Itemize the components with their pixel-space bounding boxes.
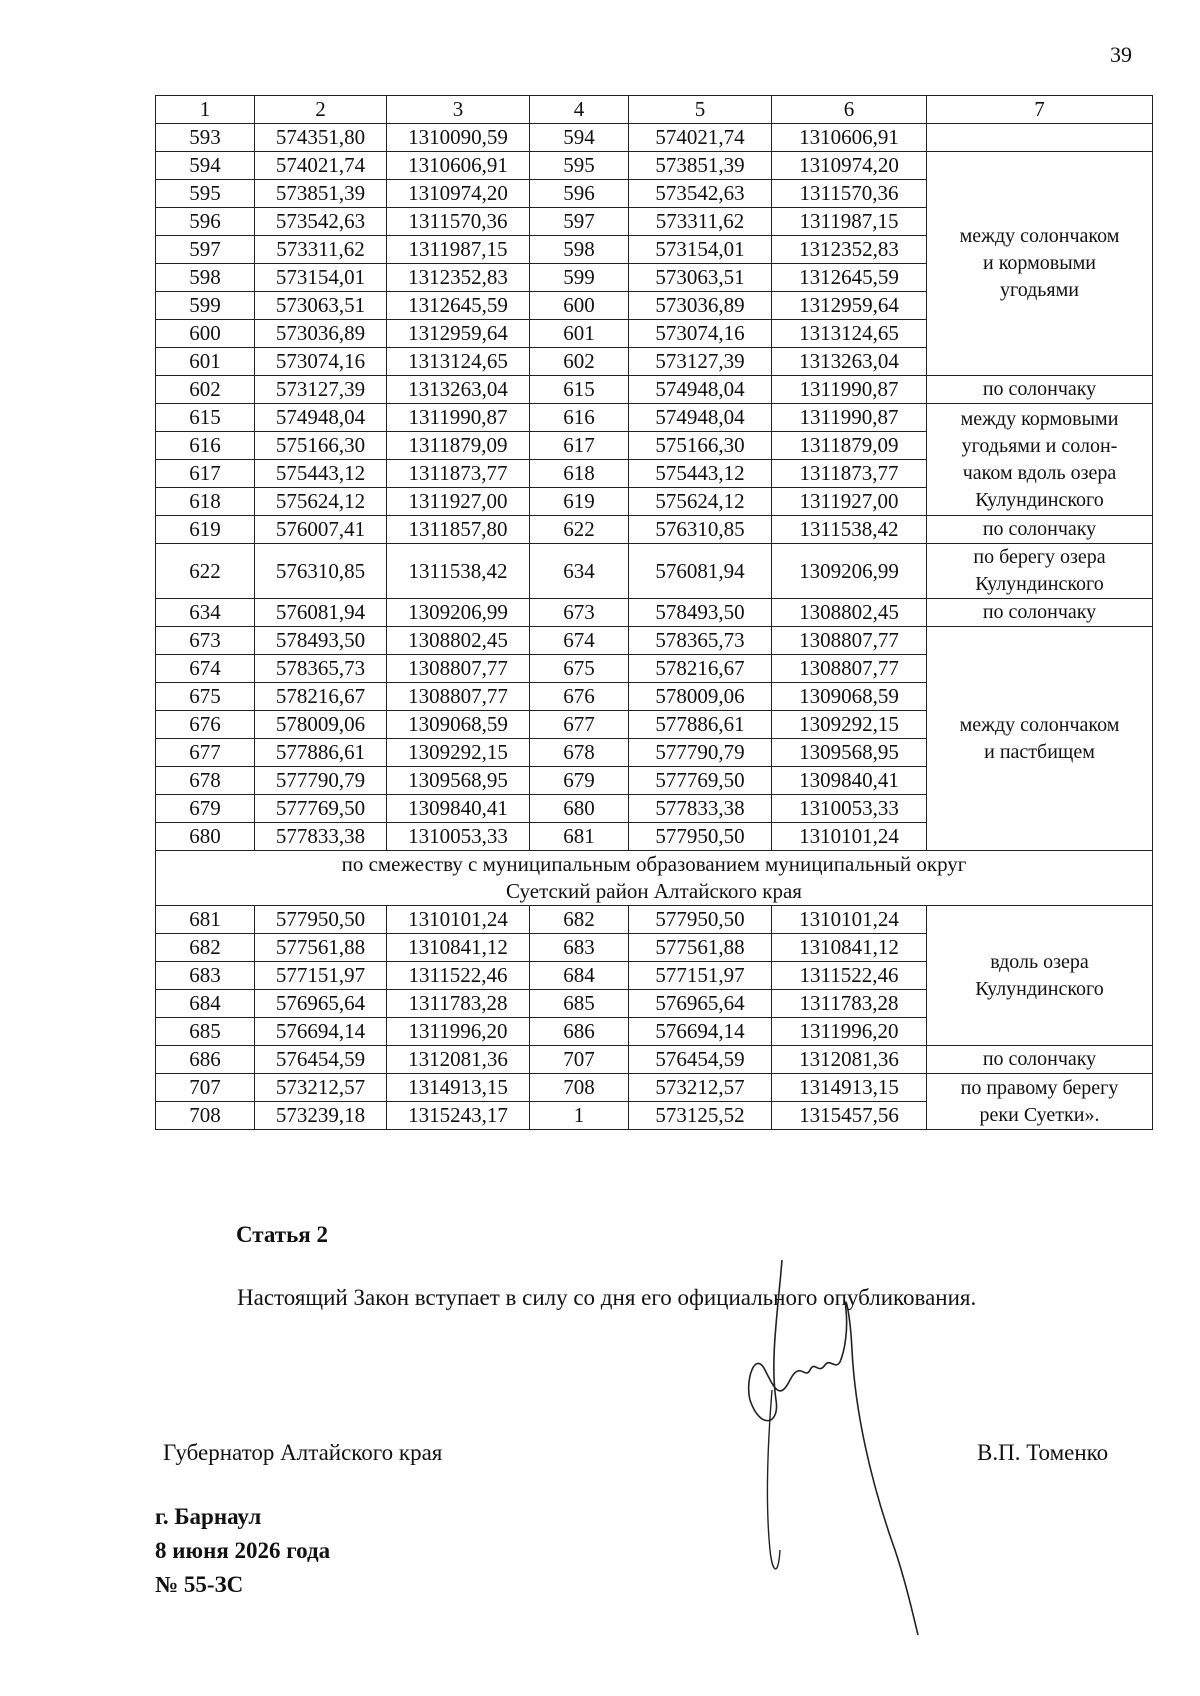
table-cell: 1311990,87 xyxy=(772,376,927,404)
boundary-description-line: угодьями и солон- xyxy=(961,434,1118,457)
table-cell: 573074,16 xyxy=(255,348,387,376)
table-cell: 574021,74 xyxy=(629,124,772,152)
table-cell: 1311873,77 xyxy=(387,460,530,488)
table-cell: 577950,50 xyxy=(629,823,772,851)
table-cell: 596 xyxy=(530,180,629,208)
table-cell: 707 xyxy=(156,1074,255,1102)
table-cell: 618 xyxy=(156,488,255,516)
table-cell: 576694,14 xyxy=(255,1018,387,1046)
table-cell: 1311857,80 xyxy=(387,516,530,544)
table-cell: 577561,88 xyxy=(629,934,772,962)
table-cell: 1309840,41 xyxy=(387,795,530,823)
table-cell: 1311522,46 xyxy=(772,962,927,990)
table-cell: 617 xyxy=(530,432,629,460)
boundary-description-line: вдоль озера xyxy=(990,950,1089,973)
table-cell: 576081,94 xyxy=(629,544,772,599)
table-cell: 1310841,12 xyxy=(387,934,530,962)
table-cell: 577950,50 xyxy=(255,906,387,934)
table-cell: 1313263,04 xyxy=(772,348,927,376)
city: г. Барнаул xyxy=(155,1504,262,1529)
table-cell: 573063,51 xyxy=(255,292,387,320)
column-header: 5 xyxy=(629,96,772,124)
table-cell: 622 xyxy=(530,516,629,544)
table-cell: 574948,04 xyxy=(255,404,387,432)
table-cell: 684 xyxy=(530,962,629,990)
table-cell: 678 xyxy=(530,739,629,767)
table-cell: 577151,97 xyxy=(255,962,387,990)
table-row xyxy=(156,599,1153,627)
table-row xyxy=(156,376,1153,404)
table-cell: 1311570,36 xyxy=(387,208,530,236)
table-cell: 1315457,56 xyxy=(772,1102,927,1130)
column-header: 7 xyxy=(927,96,1153,124)
column-header: 2 xyxy=(255,96,387,124)
table-cell: 577769,50 xyxy=(255,795,387,823)
table-cell: 578009,06 xyxy=(629,683,772,711)
table-cell: 599 xyxy=(156,292,255,320)
boundary-description xyxy=(927,404,1153,516)
table-cell: 597 xyxy=(530,208,629,236)
table-cell: 1311570,36 xyxy=(772,180,927,208)
boundary-description-line: Кулундинского xyxy=(975,977,1104,1000)
table-cell: 573212,57 xyxy=(255,1074,387,1102)
table-cell: 577886,61 xyxy=(629,711,772,739)
table-cell: 573311,62 xyxy=(629,208,772,236)
table-cell: 578365,73 xyxy=(629,627,772,655)
table-cell: 708 xyxy=(156,1102,255,1130)
table-cell: 1 xyxy=(530,1102,629,1130)
boundary-description-line: чаком вдоль озера xyxy=(962,461,1117,484)
table-cell: 682 xyxy=(530,906,629,934)
table-cell: 1310090,59 xyxy=(387,124,530,152)
table-cell: 1314913,15 xyxy=(772,1074,927,1102)
table-cell: 575443,12 xyxy=(629,460,772,488)
table-cell: 617 xyxy=(156,460,255,488)
table-cell: 576454,59 xyxy=(255,1046,387,1074)
table-cell: 573074,16 xyxy=(629,320,772,348)
table-cell: 575624,12 xyxy=(629,488,772,516)
table-cell: 1308807,77 xyxy=(387,655,530,683)
governor-position: Губернатор Алтайского края xyxy=(163,1440,443,1465)
table-cell: 1312081,36 xyxy=(772,1046,927,1074)
table-row xyxy=(156,1046,1153,1074)
boundary-description-line: и кормовыми xyxy=(983,252,1096,274)
table-cell: 577790,79 xyxy=(255,767,387,795)
table-cell: 601 xyxy=(530,320,629,348)
table-cell: 675 xyxy=(156,683,255,711)
table-cell: 1310841,12 xyxy=(772,934,927,962)
boundary-description xyxy=(927,516,1153,544)
boundary-description xyxy=(927,152,1153,376)
table-cell: 1309292,15 xyxy=(772,711,927,739)
table-row xyxy=(156,516,1153,544)
table-cell: 573154,01 xyxy=(255,264,387,292)
table-cell: 575166,30 xyxy=(255,432,387,460)
table-cell: 674 xyxy=(156,655,255,683)
table-cell: 1311927,00 xyxy=(772,488,927,516)
table-cell: 683 xyxy=(156,962,255,990)
boundary-note-line: по смежеству с муниципальным образованием муниципальный округ xyxy=(341,852,967,876)
table-cell: 1310101,24 xyxy=(387,906,530,934)
table-cell: 1308807,77 xyxy=(387,683,530,711)
table-cell: 576454,59 xyxy=(629,1046,772,1074)
table-row xyxy=(156,627,1153,655)
table-cell: 600 xyxy=(156,320,255,348)
table-cell: 573127,39 xyxy=(255,376,387,404)
table-cell: 1311783,28 xyxy=(387,990,530,1018)
article-title: Статья 2 xyxy=(236,1222,328,1247)
table-cell: 1311879,09 xyxy=(772,432,927,460)
table-cell: 681 xyxy=(530,823,629,851)
table-cell: 573212,57 xyxy=(629,1074,772,1102)
table-cell: 1308802,45 xyxy=(772,599,927,627)
table-cell: 574021,74 xyxy=(255,152,387,180)
table-cell: 599 xyxy=(530,264,629,292)
table-cell: 615 xyxy=(156,404,255,432)
table-row xyxy=(156,544,1153,599)
table-cell: 676 xyxy=(156,711,255,739)
table-cell: 1310101,24 xyxy=(772,906,927,934)
table-cell: 1311987,15 xyxy=(772,208,927,236)
boundary-description-line: между кормовыми xyxy=(960,407,1119,430)
boundary-description xyxy=(927,124,1153,152)
table-cell: 578216,67 xyxy=(629,655,772,683)
coordinates-table xyxy=(155,95,1153,1130)
table-cell: 1309568,95 xyxy=(387,767,530,795)
table-cell: 1309068,59 xyxy=(772,683,927,711)
table-cell: 683 xyxy=(530,934,629,962)
table-cell: 634 xyxy=(156,599,255,627)
table-cell: 1311990,87 xyxy=(772,404,927,432)
table-cell: 576694,14 xyxy=(629,1018,772,1046)
table-cell: 578216,67 xyxy=(255,683,387,711)
table-cell: 594 xyxy=(156,152,255,180)
table-cell: 1311879,09 xyxy=(387,432,530,460)
table-cell: 575443,12 xyxy=(255,460,387,488)
boundary-description-line: по правому берегу xyxy=(960,1076,1119,1099)
table-cell: 677 xyxy=(156,739,255,767)
table-cell: 577790,79 xyxy=(629,739,772,767)
table-cell: 573036,89 xyxy=(255,320,387,348)
table-cell: 577833,38 xyxy=(629,795,772,823)
table-cell: 1309292,15 xyxy=(387,739,530,767)
table-cell: 578493,50 xyxy=(629,599,772,627)
table-cell: 594 xyxy=(530,124,629,152)
table-cell: 576310,85 xyxy=(629,516,772,544)
table-cell: 682 xyxy=(156,934,255,962)
table-cell: 1310606,91 xyxy=(387,152,530,180)
table-row xyxy=(156,124,1153,152)
table-cell: 1309840,41 xyxy=(772,767,927,795)
table-cell: 622 xyxy=(156,544,255,599)
table-cell: 1309568,95 xyxy=(772,739,927,767)
table-cell: 619 xyxy=(156,516,255,544)
table-cell: 598 xyxy=(156,264,255,292)
table-row xyxy=(156,851,1153,906)
boundary-description xyxy=(927,1046,1153,1074)
table-cell: 1311522,46 xyxy=(387,962,530,990)
table-cell: 598 xyxy=(530,236,629,264)
table-cell: 576965,64 xyxy=(255,990,387,1018)
boundary-description-line: и пастбищем xyxy=(984,740,1095,763)
column-header: 3 xyxy=(387,96,530,124)
boundary-description-line: по берегу озера xyxy=(973,546,1106,568)
table-cell: 1312352,83 xyxy=(772,236,927,264)
page-number: 39 xyxy=(1110,42,1132,67)
table-cell: 1309206,99 xyxy=(772,544,927,599)
table-cell: 686 xyxy=(156,1046,255,1074)
table-cell: 1310101,24 xyxy=(772,823,927,851)
table-cell: 616 xyxy=(530,404,629,432)
table-cell: 602 xyxy=(530,348,629,376)
column-header: 1 xyxy=(156,96,255,124)
table-cell: 602 xyxy=(156,376,255,404)
table-cell: 576007,41 xyxy=(255,516,387,544)
table-cell: 1312645,59 xyxy=(772,264,927,292)
table-cell: 634 xyxy=(530,544,629,599)
boundary-description xyxy=(927,1074,1153,1130)
table-cell: 1311996,20 xyxy=(772,1018,927,1046)
table-cell: 1308807,77 xyxy=(772,627,927,655)
table-cell: 576310,85 xyxy=(255,544,387,599)
table-cell: 573542,63 xyxy=(629,180,772,208)
table-cell: 1313263,04 xyxy=(387,376,530,404)
table-cell: 1310974,20 xyxy=(387,180,530,208)
boundary-description-line: Кулундинского xyxy=(975,488,1104,511)
table-cell: 1311927,00 xyxy=(387,488,530,516)
table-cell: 593 xyxy=(156,124,255,152)
table-cell: 1313124,65 xyxy=(387,348,530,376)
table-cell: 573063,51 xyxy=(629,264,772,292)
table-cell: 708 xyxy=(530,1074,629,1102)
boundary-description-line: по солончаку xyxy=(982,1048,1097,1070)
table-cell: 1310053,33 xyxy=(387,823,530,851)
table-cell: 578493,50 xyxy=(255,627,387,655)
table-cell: 681 xyxy=(156,906,255,934)
table-cell: 678 xyxy=(156,767,255,795)
table-cell: 1311996,20 xyxy=(387,1018,530,1046)
coordinates-table-body xyxy=(156,96,1153,1130)
table-cell: 1308802,45 xyxy=(387,627,530,655)
table-cell: 600 xyxy=(530,292,629,320)
table-cell: 577950,50 xyxy=(629,906,772,934)
table-cell: 1311783,28 xyxy=(772,990,927,1018)
table-cell: 1310974,20 xyxy=(772,152,927,180)
table-cell: 679 xyxy=(530,767,629,795)
table-cell: 1311990,87 xyxy=(387,404,530,432)
table-cell: 1311538,42 xyxy=(387,544,530,599)
table-cell: 597 xyxy=(156,236,255,264)
boundary-description-line: угодьями xyxy=(1000,279,1079,301)
boundary-description xyxy=(927,599,1153,627)
table-cell: 577769,50 xyxy=(629,767,772,795)
date: 8 июня 2026 года xyxy=(155,1538,331,1563)
table-cell: 707 xyxy=(530,1046,629,1074)
table-row xyxy=(156,404,1153,432)
table-cell: 1310053,33 xyxy=(772,795,927,823)
table-row xyxy=(156,1074,1153,1102)
table-cell: 673 xyxy=(530,599,629,627)
boundary-description-line: Кулундинского xyxy=(975,573,1104,595)
table-cell: 573311,62 xyxy=(255,236,387,264)
boundary-note-line: Суетский район Алтайского края xyxy=(506,879,802,903)
table-cell: 684 xyxy=(156,990,255,1018)
table-cell: 618 xyxy=(530,460,629,488)
table-row xyxy=(156,152,1153,180)
column-header: 6 xyxy=(772,96,927,124)
table-cell: 576965,64 xyxy=(629,990,772,1018)
table-cell: 686 xyxy=(530,1018,629,1046)
table-cell: 1312645,59 xyxy=(387,292,530,320)
table-cell: 1309206,99 xyxy=(387,599,530,627)
table-cell: 573125,52 xyxy=(629,1102,772,1130)
table-cell: 677 xyxy=(530,711,629,739)
table-cell: 577561,88 xyxy=(255,934,387,962)
governor-name: В.П. Томенко xyxy=(977,1440,1109,1465)
table-cell: 680 xyxy=(156,823,255,851)
table-cell: 601 xyxy=(156,348,255,376)
table-cell: 573851,39 xyxy=(255,180,387,208)
table-cell: 577886,61 xyxy=(255,739,387,767)
boundary-description-line: реки Суетки». xyxy=(979,1103,1100,1126)
boundary-description-line: между солончаком xyxy=(959,225,1120,247)
table-cell: 574948,04 xyxy=(629,404,772,432)
table-cell: 685 xyxy=(156,1018,255,1046)
table-cell: 573851,39 xyxy=(629,152,772,180)
table-cell: 1312352,83 xyxy=(387,264,530,292)
table-cell: 1309068,59 xyxy=(387,711,530,739)
table-cell: 575624,12 xyxy=(255,488,387,516)
table-cell: 1311538,42 xyxy=(772,516,927,544)
boundary-description-line: по солончаку xyxy=(982,601,1097,623)
table-cell: 573036,89 xyxy=(629,292,772,320)
table-cell: 680 xyxy=(530,795,629,823)
table-cell: 1310606,91 xyxy=(772,124,927,152)
table-cell: 1311873,77 xyxy=(772,460,927,488)
table-cell: 1315243,17 xyxy=(387,1102,530,1130)
table-cell: 574948,04 xyxy=(629,376,772,404)
table-cell: 616 xyxy=(156,432,255,460)
table-cell: 1314913,15 xyxy=(387,1074,530,1102)
boundary-description xyxy=(927,906,1153,1046)
table-cell: 1308807,77 xyxy=(772,655,927,683)
table-cell: 573154,01 xyxy=(629,236,772,264)
column-header: 4 xyxy=(530,96,629,124)
table-cell: 595 xyxy=(156,180,255,208)
table-cell: 577833,38 xyxy=(255,823,387,851)
table-cell: 1311987,15 xyxy=(387,236,530,264)
table-cell: 1313124,65 xyxy=(772,320,927,348)
table-cell: 574351,80 xyxy=(255,124,387,152)
table-cell: 619 xyxy=(530,488,629,516)
table-cell: 576081,94 xyxy=(255,599,387,627)
table-row xyxy=(156,906,1153,934)
table-cell: 673 xyxy=(156,627,255,655)
table-cell: 575166,30 xyxy=(629,432,772,460)
table-cell: 685 xyxy=(530,990,629,1018)
boundary-description-line: между солончаком xyxy=(959,713,1120,736)
table-cell: 573239,18 xyxy=(255,1102,387,1130)
table-cell: 674 xyxy=(530,627,629,655)
law-number: № 55-ЗС xyxy=(155,1572,244,1597)
table-cell: 679 xyxy=(156,795,255,823)
table-cell: 675 xyxy=(530,655,629,683)
table-cell: 578009,06 xyxy=(255,711,387,739)
handwritten-signature xyxy=(720,1250,940,1640)
boundary-note-row xyxy=(156,851,1153,906)
boundary-description-line: по солончаку xyxy=(982,518,1097,540)
boundary-description xyxy=(927,376,1153,404)
table-cell: 573542,63 xyxy=(255,208,387,236)
table-cell: 595 xyxy=(530,152,629,180)
table-cell: 676 xyxy=(530,683,629,711)
table-header-row xyxy=(156,96,1153,124)
table-cell: 578365,73 xyxy=(255,655,387,683)
table-cell: 1312959,64 xyxy=(772,292,927,320)
table-cell: 1312959,64 xyxy=(387,320,530,348)
boundary-description xyxy=(927,627,1153,851)
article-text: Настоящий Закон вступает в силу со дня его официального опубликования. xyxy=(237,1285,977,1310)
table-cell: 596 xyxy=(156,208,255,236)
table-cell: 615 xyxy=(530,376,629,404)
table-cell: 1312081,36 xyxy=(387,1046,530,1074)
table-cell: 577151,97 xyxy=(629,962,772,990)
table-cell: 573127,39 xyxy=(629,348,772,376)
boundary-description-line: по солончаку xyxy=(982,378,1097,400)
boundary-description xyxy=(927,544,1153,599)
